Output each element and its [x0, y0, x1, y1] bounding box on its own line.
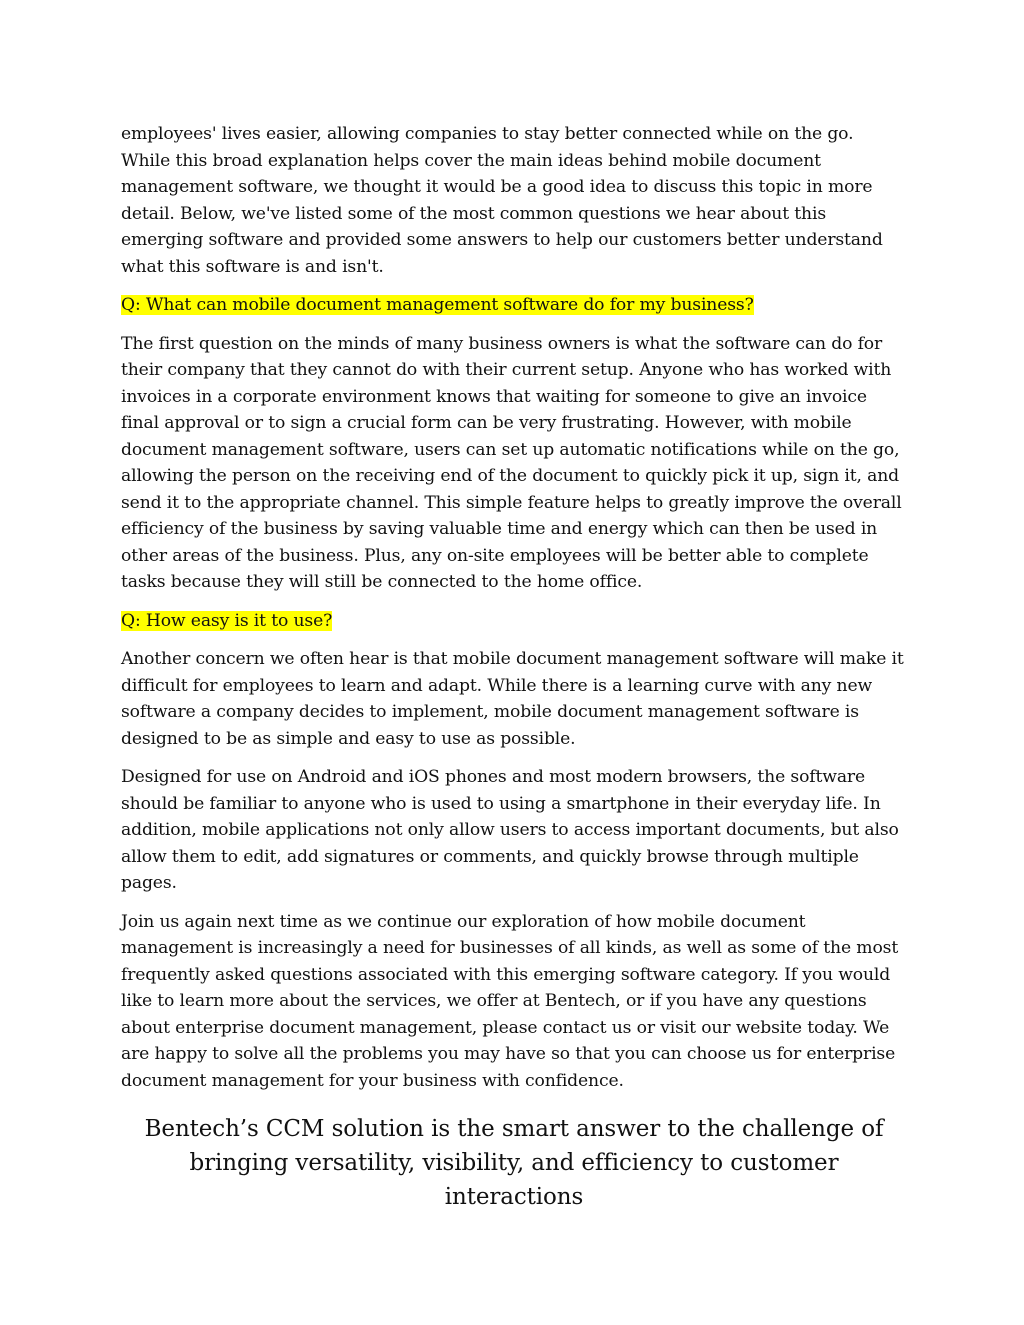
question-heading-2 [121, 608, 907, 635]
highlighted-question-2: Q: How easy is it to use? [121, 610, 333, 631]
document-page [121, 121, 907, 1214]
closing-statement: Bentech’s CCM solution is the smart answer to the challenge of bringing versatility, visibility, and efficiency to customer interactions [144, 1116, 884, 1210]
question-heading-1 [121, 292, 907, 319]
highlighted-question-1: Q: What can mobile document management software do for my business? [121, 295, 754, 315]
intro-paragraph: employees' lives easier, allowing companies to stay better connected while on the go. While this broad explanation helps cover the main ideas behind mobile document management software, we thought it would be a good idea to discuss this topic in more detail. Below, we've listed some of the most common questions we hear about this emerging software and provided some answers to help our customers better understand what this software is and isn't. [121, 124, 883, 277]
answer-paragraph-2b: Designed for use on Android and iOS phones and most modern browsers, the software should be familiar to anyone who is used to using a smartphone in their everyday life. In addition, mobile applications not only allow users to access important documents, but also allow them to edit, add signatures or comments, and quickly browse through multiple pages. [121, 767, 899, 893]
answer-paragraph-1: The first question on the minds of many business owners is what the software can do for their company that they cannot do with their current setup. Anyone who has worked with invoices in a corporate environment knows that waiting for someone to give an invoice final approval or to sign a crucial form can be very frustrating. However, with mobile document management software, users can set up automatic notifications while on the go, allowing the person on the receiving end of the document to quickly pick it up, sign it, and send it to the appropriate channel. This simple feature helps to greatly improve the overall efficiency of the business by saving valuable time and energy which can then be used in other areas of the business. Plus, any on-site employees will be better able to complete tasks because they will still be connected to the home office. [121, 333, 902, 592]
conclusion-paragraph: Join us again next time as we continue our exploration of how mobile document management is increasingly a need for businesses of all kinds, as well as some of the most frequently asked questions associated with this emerging software category. If you would like to learn more about the services, we offer at Bentech, or if you have any questions about enterprise document management, please contact us or visit our website today. We are happy to solve all the problems you may have so that you can choose us for enterprise document management for your business with confidence. [121, 911, 899, 1091]
answer-paragraph-2a: Another concern we often hear is that mobile document management software will make it difficult for employees to learn and adapt. While there is a learning curve with any new software a company decides to implement, mobile document management software is designed to be as simple and easy to use as possible. [121, 649, 904, 749]
